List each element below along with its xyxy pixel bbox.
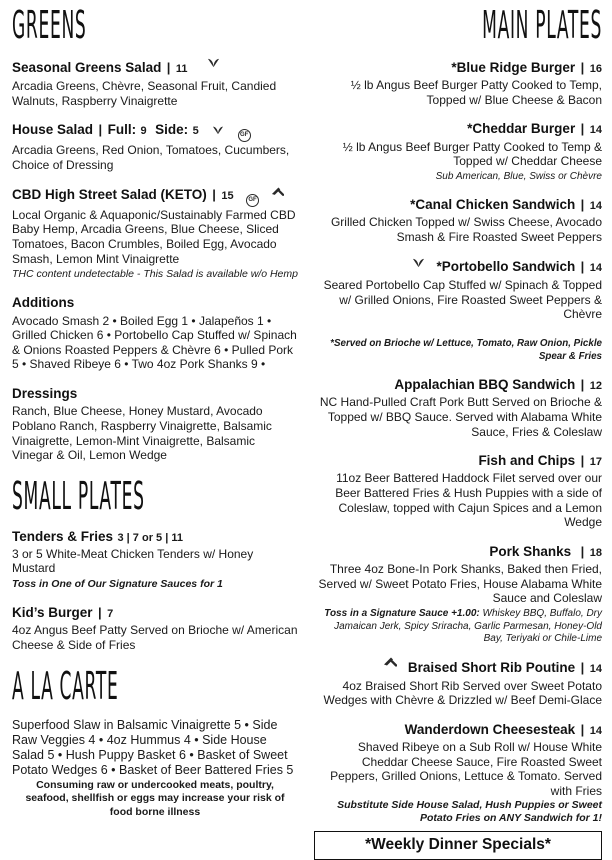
- item-description: Three 4oz Bone-In Pork Shanks, Baked then Fried, Served w/ Sweet Potato Fries, House Alabama White Sauce and Coleslaw: [318, 562, 602, 606]
- price-separator: |: [98, 122, 103, 138]
- item-description: ½ lb Angus Beef Burger Patty Cooked to Temp & Topped w/ Cheddar Cheese: [342, 139, 602, 169]
- right-column: [314, 3, 602, 853]
- price-separator: |: [212, 186, 216, 202]
- subsection-text: Avocado Smash 2 • Boiled Egg 1 • Jalapeños 1 • Grilled Chicken 6 • Portobello Cap Stuffed w/ Spinach & Onions Roasted Peppers & Chèvre 6 • Pulled Pork 5 • Shaved Ribeye 6 • Two 4oz Pork Shanks 9 •: [12, 313, 297, 372]
- item-price: 17: [589, 456, 602, 469]
- item-title-line: [12, 185, 298, 207]
- menu-item-seasonal-greens-salad: [12, 58, 298, 108]
- item-title-line: [12, 527, 298, 546]
- vegetarian-sprout-icon: [206, 54, 221, 73]
- item-description: Grilled Chicken Topped w/ Swiss Cheese, Avocado Smash & Fire Roasted Sweet Peppers: [330, 215, 602, 245]
- menu-item-appalachian-bbq-sandwich: [314, 375, 602, 439]
- item-title: Kid’s Burger: [12, 605, 93, 621]
- price-side-label: Side:: [155, 122, 189, 138]
- section-header-small-plates: SMALL PLATES: [12, 473, 145, 518]
- menu-item-wanderdown-cheesesteak: [314, 720, 602, 799]
- item-title: Pork Shanks: [489, 543, 572, 559]
- item-description: 11oz Beer Battered Haddock Filet served over our Beer Battered Fries & Hush Puppies with a side of Coleslaw, topped with Cajun Spices and a Lemon Wedge: [335, 471, 602, 530]
- left-column: [12, 3, 298, 818]
- price-separator: |: [580, 258, 585, 274]
- substitute-note: Substitute Side House Salad, Hush Puppies or Sweet Potato Fries on ANY Sandwich for 1!: [337, 798, 602, 825]
- item-price: 3 | 7 or 5 | 11: [117, 531, 183, 544]
- section-header-a-la-carte: A LA CARTE: [12, 663, 119, 708]
- item-title-line: [314, 451, 602, 470]
- item-title: Braised Short Rib Poutine: [407, 659, 576, 675]
- price-separator: |: [580, 453, 585, 469]
- item-title-line: [314, 720, 602, 739]
- item-title-line: [314, 195, 602, 214]
- item-title: Fish and Chips: [478, 453, 576, 469]
- item-title: *Blue Ridge Burger: [451, 59, 576, 75]
- item-note: [314, 608, 602, 646]
- served-on-brioche-note: *Served on Brioche w/ Lettuce, Tomato, Raw Onion, Pickle Spear & Fries: [330, 337, 602, 362]
- item-title: House Salad: [12, 122, 94, 138]
- item-title-line: [12, 603, 298, 622]
- price-full-label: Full:: [107, 122, 137, 138]
- item-price: 11: [175, 62, 188, 75]
- item-title-line: [12, 120, 298, 142]
- vegetarian-sprout-icon: [411, 254, 426, 273]
- menu-subsection-dressings: [12, 384, 298, 463]
- item-title: Wanderdown Cheesesteak: [404, 721, 576, 737]
- item-note-lead: Toss in a Signature Sauce +1.00:: [324, 608, 480, 620]
- item-description: 3 or 5 White-Meat Chicken Tenders w/ Honey Mustard: [12, 546, 254, 576]
- item-description: Seared Portobello Cap Stuffed w/ Spinach & Topped w/ Grilled Onions, Fire Roasted Sweet Peppers & Chèvre: [323, 277, 602, 322]
- menu-item-pork-shanks: [314, 542, 602, 646]
- item-title: *Canal Chicken Sandwich: [410, 197, 576, 213]
- menu-item-tenders-and-fries: [12, 527, 298, 592]
- subsection-title-line: [12, 384, 298, 403]
- section-header-main-plates: MAIN PLATES: [482, 3, 602, 47]
- item-description: 4oz Braised Short Rib Served over Sweet Potato Wedges with Chèvre & Drizzled w/ Beef Demi-Glace: [323, 678, 602, 708]
- item-note-rest: Whiskey BBQ, Buffalo, Dry Jamaican Jerk, Spicy Sriracha, Garlic Parmesan, Honey-Old Bay, Teriyaki or Chile-Lime: [334, 608, 602, 645]
- item-title: Seasonal Greens Salad: [12, 59, 162, 75]
- item-title-line: [314, 658, 602, 678]
- price-separator: |: [580, 197, 585, 213]
- menu-item-cheddar-burger: [314, 119, 602, 183]
- food-safety-disclaimer: Consuming raw or undercooked meats, poultry, seafood, shellfish or eggs may increase your risk of food borne illness: [25, 778, 285, 818]
- item-title-line: [314, 58, 602, 77]
- item-note: Sub American, Blue, Swiss or Chèvre: [435, 170, 602, 182]
- menu-item-fish-and-chips: [314, 451, 602, 530]
- item-title-line: [314, 257, 602, 277]
- item-price: 18: [589, 546, 602, 559]
- menu-subsection-additions: [12, 293, 298, 372]
- item-title: *Portobello Sandwich: [436, 258, 576, 274]
- price-separator: |: [166, 59, 171, 75]
- menu-item-kids-burger: [12, 603, 298, 652]
- item-price-side: 5: [192, 125, 199, 138]
- price-separator: |: [580, 659, 585, 675]
- item-title-line: [314, 375, 602, 394]
- item-price: 7: [107, 608, 114, 621]
- item-title-line: [314, 542, 602, 561]
- section-header-greens: GREENS: [12, 3, 87, 47]
- weekly-dinner-specials-label: *Weekly Dinner Specials*: [365, 835, 551, 853]
- item-price: 16: [589, 62, 602, 75]
- menu-item-canal-chicken-sandwich: [314, 195, 602, 244]
- price-separator: |: [580, 377, 585, 393]
- item-title: Tenders & Fries: [12, 528, 114, 544]
- subsection-title: Dressings: [12, 386, 78, 402]
- item-title: Appalachian BBQ Sandwich: [394, 377, 576, 393]
- item-price: 14: [589, 124, 602, 137]
- menu-item-portobello-sandwich: [314, 257, 602, 322]
- price-separator: |: [97, 605, 102, 621]
- a-la-carte-text: Superfood Slaw in Balsamic Vinaigrette 5 • Side Raw Veggies 4 • 4oz Hummus 4 • Side House Salad 5 • Hush Puppy Basket 6 • Basket of Sweet Potato Wedges 6 • Basket of Beer Battered Fries 5: [12, 717, 294, 778]
- item-price: 14: [589, 261, 602, 274]
- menu-item-house-salad: [12, 120, 298, 172]
- subsection-title: Additions: [12, 295, 75, 311]
- item-price: 14: [589, 200, 602, 213]
- item-price: 14: [589, 662, 602, 675]
- item-description: Arcadia Greens, Chèvre, Seasonal Fruit, Candied Walnuts, Raspberry Vinaigrette: [12, 79, 277, 108]
- item-note: Toss in One of Our Signature Sauces for 1: [12, 578, 223, 591]
- menu-item-blue-ridge-burger: [314, 58, 602, 107]
- item-description: 4oz Angus Beef Patty Served on Brioche w/ American Cheese & Side of Fries: [12, 623, 298, 653]
- item-description: Local Organic & Aquaponic/Sustainably Farmed CBD Baby Hemp, Arcadia Greens, Blue Cheese, Sliced Tomatoes, Bacon Crumbles, Boiled Egg, Avocado Smash, Lemon Mint Vinaigrette: [12, 207, 296, 266]
- a-la-carte-list: [12, 717, 298, 779]
- subsection-text: Ranch, Blue Cheese, Honey Mustard, Avocado Poblano Ranch, Raspberry Vinaigrette, Balsamic Vinaigrette, Lemon-Mint Vinaigrette, Balsamic Vinegar & Oil, Lemon Wedge: [12, 404, 272, 463]
- weekly-dinner-specials-box: [314, 831, 602, 860]
- item-price: 15: [221, 189, 234, 202]
- item-note: THC content undetectable - This Salad is available w/o Hemp: [12, 268, 298, 281]
- menu-item-cbd-high-street-salad: [12, 185, 298, 282]
- item-price-full: 9: [140, 125, 147, 138]
- item-description: Shaved Ribeye on a Sub Roll w/ House White Cheddar Cheese Sauce, Fire Roasted Sweet Peppers, Grilled Onions, Lettuce & Tomato. Served with Fries: [330, 740, 602, 799]
- item-title: *Cheddar Burger: [467, 121, 576, 137]
- item-title-line: [12, 58, 298, 78]
- item-price: 12: [589, 380, 602, 393]
- item-price: 14: [589, 724, 602, 737]
- item-title: CBD High Street Salad (KETO): [12, 186, 207, 202]
- chef-knife-icon: [271, 186, 284, 205]
- price-separator: |: [580, 59, 585, 75]
- chef-knife-icon: [383, 657, 397, 676]
- item-description: NC Hand-Pulled Craft Pork Butt Served on Brioche & Topped w/ BBQ Sauce. Served with Alabama White Sauce, Fries & Coleslaw: [319, 395, 602, 439]
- price-separator: |: [580, 543, 585, 559]
- item-description: Arcadia Greens, Red Onion, Tomatoes, Cucumbers, Choice of Dressing: [12, 143, 290, 173]
- vegetarian-sprout-icon: [211, 121, 225, 140]
- price-separator: |: [580, 721, 585, 737]
- menu-item-braised-short-rib-poutine: [314, 658, 602, 708]
- gluten-free-icon: GF: [246, 194, 259, 207]
- gluten-free-icon: GF: [238, 129, 251, 142]
- subsection-title-line: [12, 293, 298, 312]
- price-separator: |: [580, 121, 585, 137]
- item-description: ½ lb Angus Beef Burger Patty Cooked to Temp, Topped w/ Blue Cheese & Bacon: [350, 78, 602, 107]
- item-title-line: [314, 119, 602, 138]
